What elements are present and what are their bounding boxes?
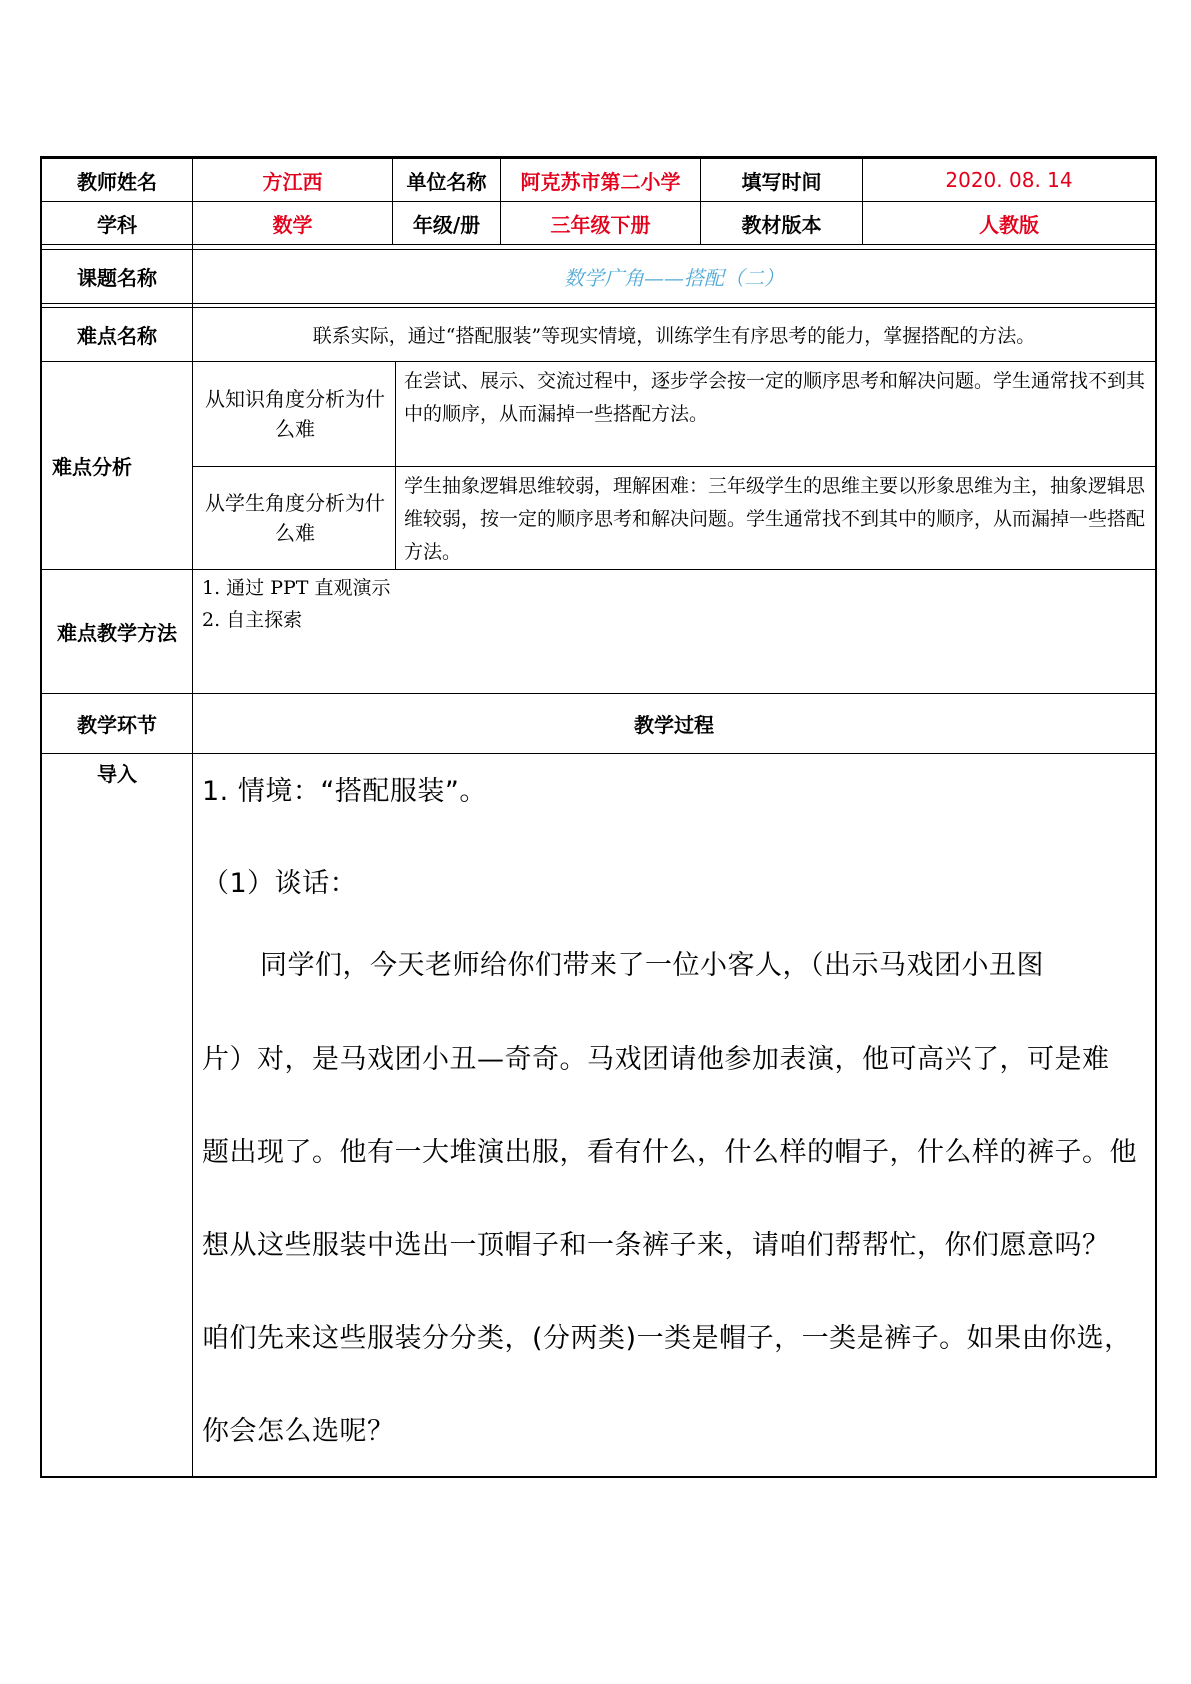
topic-value: 数学广角——搭配（二） [564, 266, 784, 290]
lesson-line-5: 题出现了。他有一大堆演出服，看有什么，什么样的帽子，什么样的裤子。他 [202, 1136, 1137, 1168]
date-label: 填写时间 [741, 169, 822, 194]
difficulty-label: 难点名称 [77, 324, 157, 348]
lesson-line-3: 同学们，今天老师给你们带来了一位小客人，（出示马戏团小丑图 [260, 949, 1044, 981]
stage-intro: 导入 [97, 761, 137, 786]
student-angle-text: 学生抽象逻辑思维较弱，理解困难：三年级学生的思维主要以形象思维为主，抽象逻辑思维较弱，按一定的顺序思考和解决问题。学生通常找不到其中的顺序，从而漏掉一些搭配方法。 [404, 475, 1146, 563]
lesson-line-8: 你会怎么选呢？ [202, 1415, 395, 1447]
stage-header: 教学环节 [77, 713, 157, 737]
lesson-line-2: （1）谈话： [202, 867, 358, 899]
lesson-line-7: 咱们先来这些服装分分类，(分两类)一类是帽子，一类是裤子。如果由你选， [202, 1322, 1132, 1354]
edition-value: 人教版 [979, 212, 1039, 237]
unit-label: 单位名称 [406, 169, 487, 194]
unit-name: 阿克苏市第二小学 [520, 169, 681, 194]
table-line [40, 244, 1157, 245]
knowledge-angle-text: 在尝试、展示、交流过程中，逐步学会按一定的顺序思考和解决问题。学生通常找不到其中的顺序，从而漏掉一些搭配方法。 [404, 370, 1146, 425]
table-border-bottom [40, 1476, 1157, 1478]
method-item-1: 1. 通过 PPT 直观演示 [202, 576, 391, 599]
date-value: 2020. 08. 14 [945, 168, 1073, 192]
table-line [40, 303, 1157, 304]
teacher-name: 方江西 [262, 169, 323, 194]
lesson-line-1: 1. 情境：“搭配服装”。 [202, 775, 487, 807]
lesson-line-6: 想从这些服装中选出一顶帽子和一条裤子来，请咱们帮帮忙，你们愿意吗？ [202, 1229, 1110, 1261]
student-angle-label: 从学生角度分析为什么难 [205, 491, 385, 545]
method-item-2: 2. 自主探索 [202, 608, 303, 631]
table-border-right [1155, 156, 1157, 1478]
teacher-label: 教师姓名 [77, 169, 157, 194]
table-line [395, 361, 396, 569]
grade-value: 三年级下册 [550, 212, 651, 237]
edition-label: 教材版本 [741, 212, 822, 237]
knowledge-angle-label: 从知识角度分析为什么难 [205, 387, 385, 441]
subject-label: 学科 [97, 212, 137, 237]
process-header: 教学过程 [634, 713, 714, 737]
table-line [40, 753, 1157, 754]
lesson-line-4: 片）对，是马戏团小丑—奇奇。马戏团请他参加表演，他可高兴了，可是难 [202, 1043, 1110, 1075]
analysis-label: 难点分析 [52, 455, 132, 479]
topic-label: 课题名称 [77, 266, 157, 290]
methods-label: 难点教学方法 [57, 621, 177, 645]
grade-label: 年级/册 [412, 212, 481, 237]
difficulty-value: 联系实际，通过“搭配服装”等现实情境，训练学生有序思考的能力，掌握搭配的方法。 [312, 325, 1036, 347]
subject-value: 数学 [272, 212, 313, 237]
